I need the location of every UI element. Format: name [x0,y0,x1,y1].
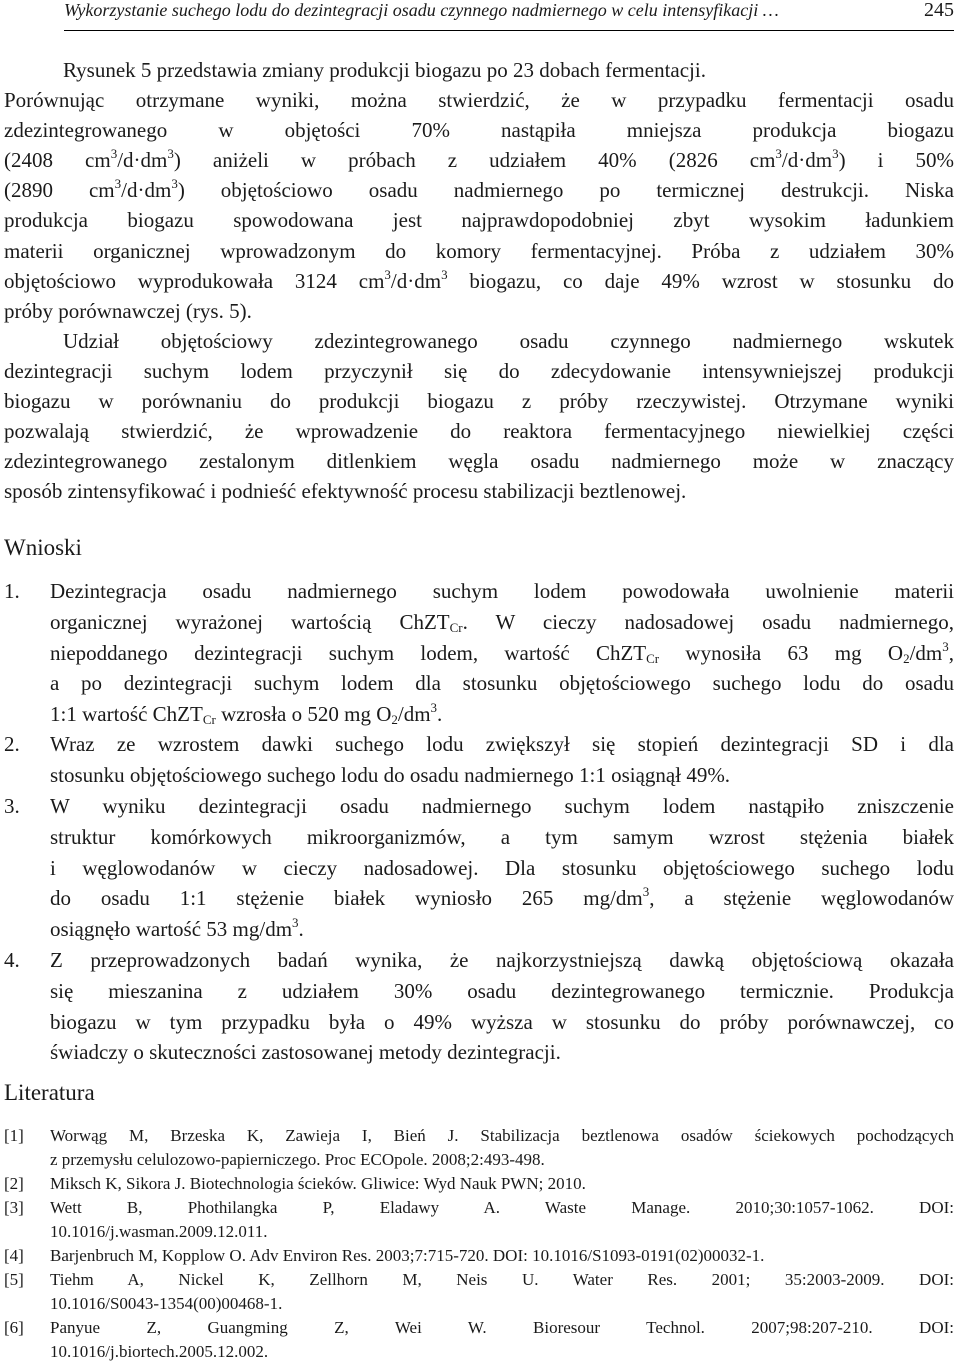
text-line: zdezintegrowanego w objętości 70% nastąpiła mniejsza produkcja biogazu [4,118,954,143]
text-line: sposób zintensyfikować i podnieść efektywność procesu stabilizacji beztlenowej. [4,479,687,504]
text-line: i węglowodanów w cieczy nadosadowej. Dla stosunku objętościowego suchego lodu [50,855,954,880]
text-line: Panyue Z, Guangming Z, Wei W. Bioresour Technol. 2007;98:207-210. DOI: [50,1318,954,1337]
superscript: 3 [942,638,949,654]
text-run: /d·dm [121,178,172,203]
text-line: 10.1016/j.wasman.2009.12.011. [50,1222,268,1242]
subscript: Cr [646,650,660,666]
text-line: Rysunek 5 przedstawia zmiany produkcji biogazu po 23 dobach fermentacji. [63,58,706,82]
text-run: /dm [397,702,431,727]
text-run: /dm [909,640,943,665]
superscript: 3 [441,266,448,282]
reference-body [50,1196,954,1245]
text-line: Wraz ze wzrostem dawki suchego lodu zwiększył się stopień dezintegracji SD i dla [50,732,954,756]
section-heading-references: Literatura [4,1080,95,1105]
reference-number: [3] [4,1198,24,1217]
text-run: ) i 50% [838,148,955,173]
text-line: Dezintegracja osadu nadmiernego suchym lodem powodowała uwolnienie materii [50,579,954,603]
section-heading-conclusions: Wnioski [4,535,82,560]
text-line [4,175,954,205]
reference-body [50,1316,954,1365]
text-run: wzrosła o 520 mg O [215,702,392,727]
text-line: stosunku objętościowego suchego lodu do osadu nadmiernego 1:1 osiągnął 49%. [50,762,731,787]
running-title: Wykorzystanie suchego lodu do dezintegracji osadu czynnego nadmiernego w celu intensyfikacji … [64,0,779,20]
text-run: , a stężenie węglowodanów [649,886,954,911]
text-run: /d·dm [390,268,442,293]
superscript: 3 [832,146,839,162]
text-line [50,914,954,945]
text-run: niepoddanego dezintegracji suchym lodem, wartość ChZT [50,640,647,665]
text-line: W wyniku dezintegracji osadu nadmiernego suchym lodem nastąpiło zniszczenie [50,794,954,818]
text-line [4,266,954,296]
text-run: ) aniżeli w próbach z udziałem 40% (2826 cm [173,148,776,173]
text-run: , [948,640,954,665]
text-line: a po dezintegracji suchym lodem dla stosunku objętościowego suchego lodu do osadu [50,671,954,696]
text-run: objętościowo wyprodukowała 3124 cm [4,268,385,293]
item-number: 1. [4,579,20,603]
text-line: świadczy o skuteczności zastosowanej metody dezintegracji. [50,1040,561,1065]
header-rule [64,30,954,31]
text-line [4,145,954,175]
superscript: 3 [384,266,391,282]
text-line: Tiehm A, Nickel K, Zellhorn M, Neis U. Water Res. 2001; 35:2003-2009. DOI: [50,1270,954,1289]
text-line: się mieszanina z udziałem 30% osadu dezintegrowanego termicznie. Produkcja [50,978,954,1003]
superscript: 3 [642,884,650,900]
text-run: do osadu 1:1 stężenie białek wyniosło 265 mg/dm [50,886,643,911]
text-line: produkcja biogazu spowodowana jest najprawdopodobniej zbyt wysokim ładunkiem [4,208,954,233]
text-run: wynosiła 63 mg O [659,640,904,665]
text-line: Wett B, Phothilangka P, Eladawy A. Waste Manage. 2010;30:1057-1062. DOI: [50,1198,954,1217]
superscript: 3 [114,176,122,192]
text-line: Worwąg M, Brzeska K, Zawieja I, Bień J. Stabilizacja beztlenowa osadów ściekowych pochodzących [50,1126,954,1145]
text-line: Porównując otrzymane wyniki, można stwierdzić, że w przypadku fermentacji osadu [4,88,954,113]
superscript: 3 [430,700,438,716]
reference-number: [5] [4,1270,24,1289]
text-line: z przemysłu celulozowo-papierniczego. Proc ECOpole. 2008;2:493-498. [50,1150,545,1170]
text-run: /d·dm [117,148,168,173]
text-line: Z przeprowadzonych badań wynika, że najkorzystniejszą dawką objętościową okazała [50,948,954,972]
item-number: 4. [4,948,20,972]
superscript: 3 [110,146,118,162]
text-line: zdezintegrowanego zestalonym ditlenkiem węgla osadu nadmiernego może w znaczący [4,449,954,474]
text-line [50,607,954,638]
text-run: (2890 cm [4,178,115,203]
superscript: 3 [167,146,174,162]
subscript: Cr [449,619,463,635]
subscript: 2 [391,712,398,728]
text-line: 10.1016/S0043-1354(00)00468-1. [50,1294,283,1314]
text-run: biogazu, co daje 49% wzrost w stosunku do [447,268,954,293]
text-line: Udział objętościowy zdezintegrowanego osadu czynnego nadmiernego wskutek [63,329,954,353]
text-line: dezintegracji suchym lodem przyczynił się do zdecydowanie intensywniejszej produkcji [4,359,954,384]
page-number: 245 [924,0,954,21]
text-line: biogazu w tym przypadku była o 49% wyższa w stosunku do próby porównawczej, co [50,1009,954,1034]
text-line [50,883,954,914]
text-line: Barjenbruch M, Kopplow O. Adv Environ Res. 2003;7:715-720. DOI: 10.1016/S1093-0191(02)00032-1. [50,1246,765,1265]
reference-body [50,1244,954,1268]
reference-number: [2] [4,1174,24,1193]
text-run: . W cieczy nadosadowej osadu nadmiernego, [462,609,954,634]
superscript: 3 [292,915,299,931]
item-body [50,729,954,791]
running-header [64,0,954,20]
reference-body [50,1124,954,1173]
superscript: 3 [775,146,782,162]
text-run: . [298,917,304,942]
text-line [50,699,954,730]
item-number: 3. [4,794,20,818]
item-number: 2. [4,732,20,756]
text-run: /d·dm [781,148,833,173]
reference-body [50,1268,954,1317]
text-line: próby porównawczej (rys. 5). [4,298,252,323]
text-run: osiągnęło wartość 53 mg/dm [50,917,293,942]
text-line: pozwalają stwierdzić, że wprowadzenie do reaktora fermentacyjnego niewielkiej części [4,419,954,444]
text-line: biogazu w porównaniu do produkcji biogazu z próby rzeczywistej. Otrzymane wyniki [4,389,954,414]
text-run: organicznej wyrażonej wartością ChZT [50,609,450,634]
text-run: (2408 cm [4,148,111,173]
paragraph-intro [4,55,954,326]
text-line: 10.1016/j.biortech.2005.12.002. [50,1342,269,1362]
item-body [50,576,954,730]
text-run: ) objętościowo osadu nadmiernego po termicznej destrukcji. Niska [177,178,954,203]
paragraph-discussion [4,326,954,507]
item-body [50,945,954,1068]
superscript: 3 [171,176,178,192]
reference-number: [1] [4,1126,24,1145]
text-run: . [437,702,443,727]
reference-body [50,1172,954,1196]
reference-number: [4] [4,1246,24,1265]
text-line [50,638,954,669]
reference-number: [6] [4,1318,24,1337]
text-line: materii organicznej wprowadzonym do komory fermentacyjnej. Próba z udziałem 30% [4,238,954,263]
text-line: Miksch K, Sikora J. Biotechnologia ścieków. Gliwice: Wyd Nauk PWN; 2010. [50,1174,586,1193]
text-run: 1:1 wartość ChZT [50,702,203,727]
subscript: Cr [202,712,216,728]
item-body [50,791,954,945]
text-line: struktur komórkowych mikroorganizmów, a tym samym wzrost stężenia białek [50,824,954,849]
subscript: 2 [903,650,910,666]
